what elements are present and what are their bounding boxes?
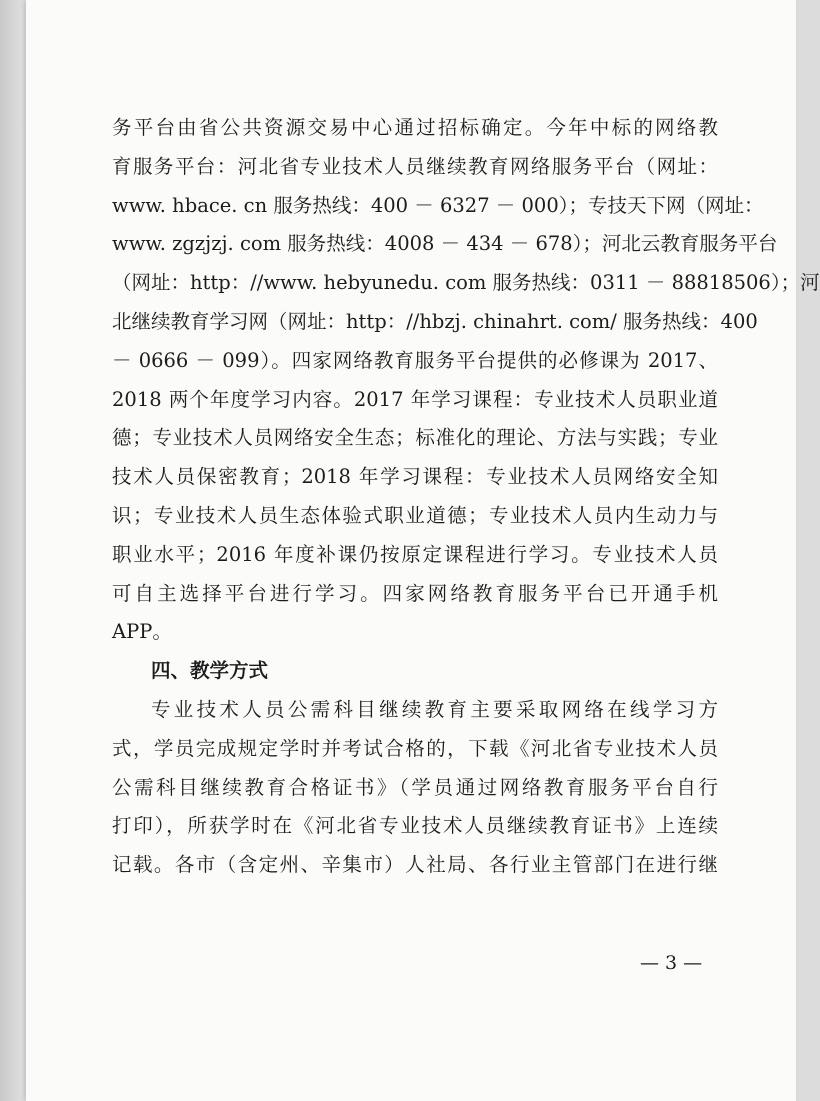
page-number: — 3 — <box>640 952 703 974</box>
text-line: 可自主选择平台进行学习。四家网络教育服务平台已开通手机 <box>112 581 718 605</box>
text-line: 德；专业技术人员网络安全生态；标准化的理论、方法与实践；专业 <box>112 426 718 450</box>
text-line: 专业技术人员公需科目继续教育主要采取网络在线学习方 <box>151 697 718 721</box>
text-line: 育服务平台：河北省专业技术人员继续教育网络服务平台（网址： <box>112 154 718 178</box>
text-line: 记载。各市（含定州、辛集市）人社局、各行业主管部门在进行继 <box>112 853 718 877</box>
document-body <box>112 109 820 885</box>
section-heading: 四、教学方式 <box>151 659 269 683</box>
text-line: 务平台由省公共资源交易中心通过招标确定。今年中标的网络教 <box>112 116 718 139</box>
text-line: www. hbace. cn 服务热线：400 － 6327 － 000）；专技天下网（网址： <box>112 193 764 217</box>
page-shadow-edge <box>0 0 26 1101</box>
text-line: 打印），所获学时在《河北省专业技术人员继续教育证书》上连续 <box>112 814 718 838</box>
text-line: － 0666 － 099）。四家网络教育服务平台提供的必修课为 2017、 <box>112 348 718 372</box>
text-line: 2018 两个年度学习内容。2017 年学习课程：专业技术人员职业道 <box>112 387 718 411</box>
paragraph-continued <box>112 109 820 652</box>
text-line: www. zgzjzj. com 服务热线：4008 － 434 － 678）；河北云教育服务平台 <box>112 232 778 256</box>
text-line: 技术人员保密教育；2018 年学习课程：专业技术人员网络安全知 <box>112 465 718 489</box>
text-line: （网址：http：//www. hebyunedu. com 服务热线：0311 － 88818506）；河 <box>112 271 820 295</box>
text-line: 式，学员完成规定学时并考试合格的，下载《河北省专业技术人员 <box>112 736 718 760</box>
text-line: 职业水平；2016 年度补课仍按原定课程进行学习。专业技术人员 <box>112 542 718 566</box>
text-line: 公需科目继续教育合格证书》（学员通过网络教育服务平台自行 <box>112 775 718 799</box>
text-line: APP。 <box>112 620 172 644</box>
text-line: 北继续教育学习网（网址：http：//hbzj. chinahrt. com/ 服务热线：400 <box>112 309 758 333</box>
paragraph-teaching-method <box>112 691 718 885</box>
text-line: 识；专业技术人员生态体验式职业道德；专业技术人员内生动力与 <box>112 503 718 527</box>
